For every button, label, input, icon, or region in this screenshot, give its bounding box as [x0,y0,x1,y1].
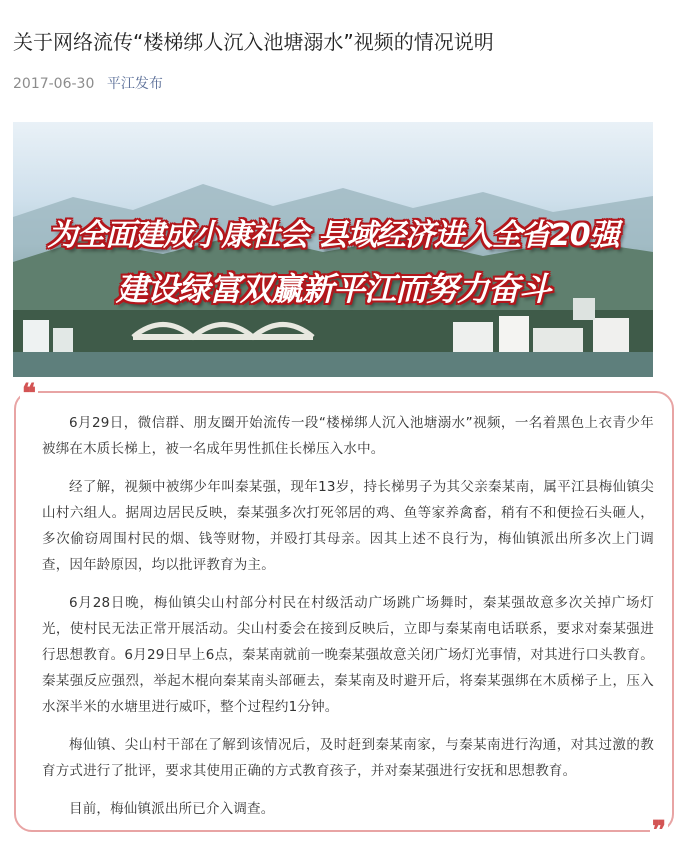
open-quote-icon: ❝ [22,379,36,409]
paragraph-1: 6月29日，微信群、朋友圈开始流传一段“楼梯绑人沉入池塘溺水”视频，一名着黑色上衣青少年被绑在木质长梯上，被一名成年男性抓住长梯压入水中。 [42,415,654,457]
article-body [42,410,654,834]
banner-slogan-line1: 为全面建成小康社会 县域经济进入全省20强 [47,218,619,253]
paragraph-4: 梅仙镇、尖山村干部在了解到该情况后，及时赶到秦某南家，与秦某南进行沟通，对其过激的教育方式进行了批评，要求其使用正确的方式教育孩子，并对秦某强进行安抚和思想教育。 [42,737,654,779]
close-quote-icon: ❞ [652,816,666,846]
paragraph-3: 6月28日晚，梅仙镇尖山村部分村民在村级活动广场跳广场舞时，秦某强故意多次关掉广场灯光，使村民无法正常开展活动。尖山村委会在接到反映后，立即与秦某南电话联系，要求对秦某强进行思想教育。6月29日早上6点，秦某南就前一晚秦某强故意关闭广场灯光事情，对其进行口头教育。秦某强反应强烈，举起木棍向秦某南头部砸去，秦某南及时避开后，将秦某强绑在木质梯子上，压入水深半米的水塘里进行威吓，整个过程约1分钟。 [42,595,654,715]
article-title: 关于网络流传“楼梯绑人沉入池塘溺水”视频的情况说明 [13,30,494,55]
publish-date: 2017-06-30 [13,76,95,92]
banner-slogan-line2: 建设绿富双赢新平江而努力奋斗 [115,270,550,308]
banner-image [13,122,653,377]
article-meta [13,74,163,94]
paragraph-2: 经了解，视频中被绑少年叫秦某强，现年13岁，持长梯男子为其父亲秦某南，属平江县梅仙镇尖山村六组人。据周边居民反映，秦某强多次打死邻居的鸡、鱼等家养禽畜，稍有不和便捡石头砸人，多次偷窃周围村民的烟、钱等财物，并殴打其母亲。因其上述不良行为，梅仙镇派出所多次上门调查，因年龄原因，均以批评教育为主。 [42,479,654,573]
paragraph-5: 目前，梅仙镇派出所已介入调查。 [69,801,275,817]
account-name-link[interactable]: 平江发布 [106,76,163,92]
